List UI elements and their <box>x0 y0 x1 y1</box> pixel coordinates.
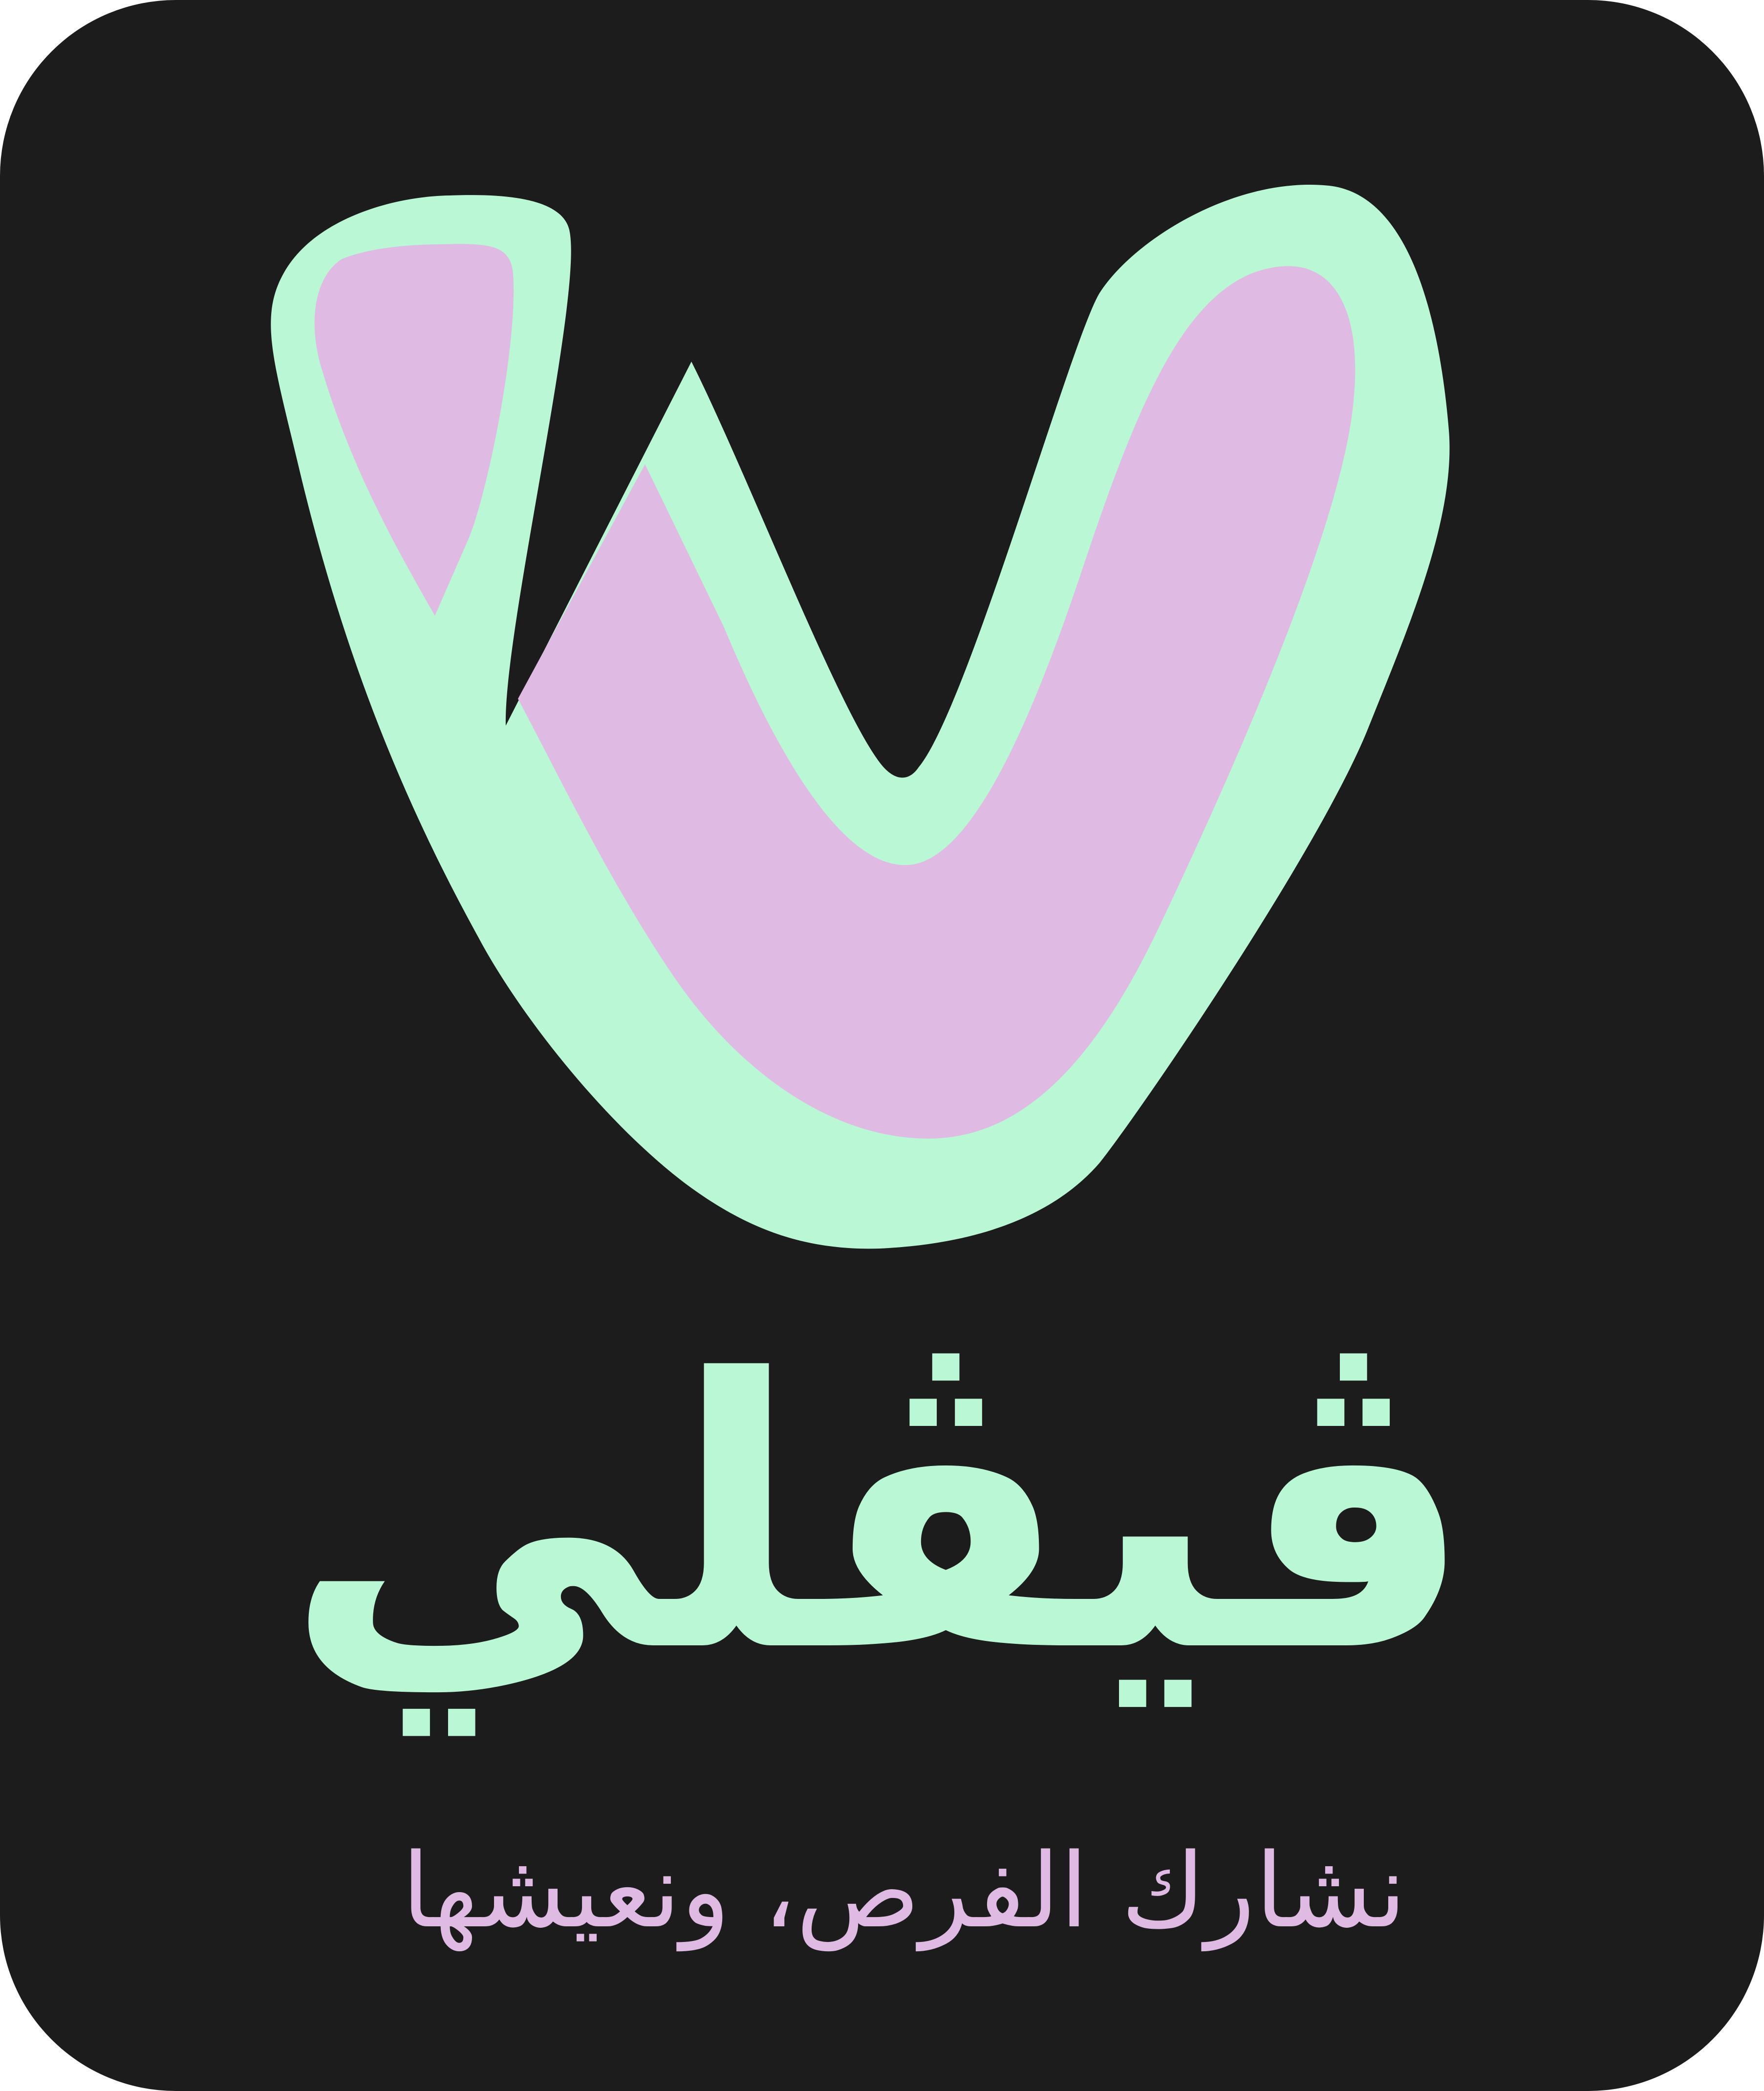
brand-tagline: نشارك الفرص، ونعيشها <box>401 1831 1407 1951</box>
brand-wordmark: ڤيڤلي <box>284 1301 1474 1733</box>
